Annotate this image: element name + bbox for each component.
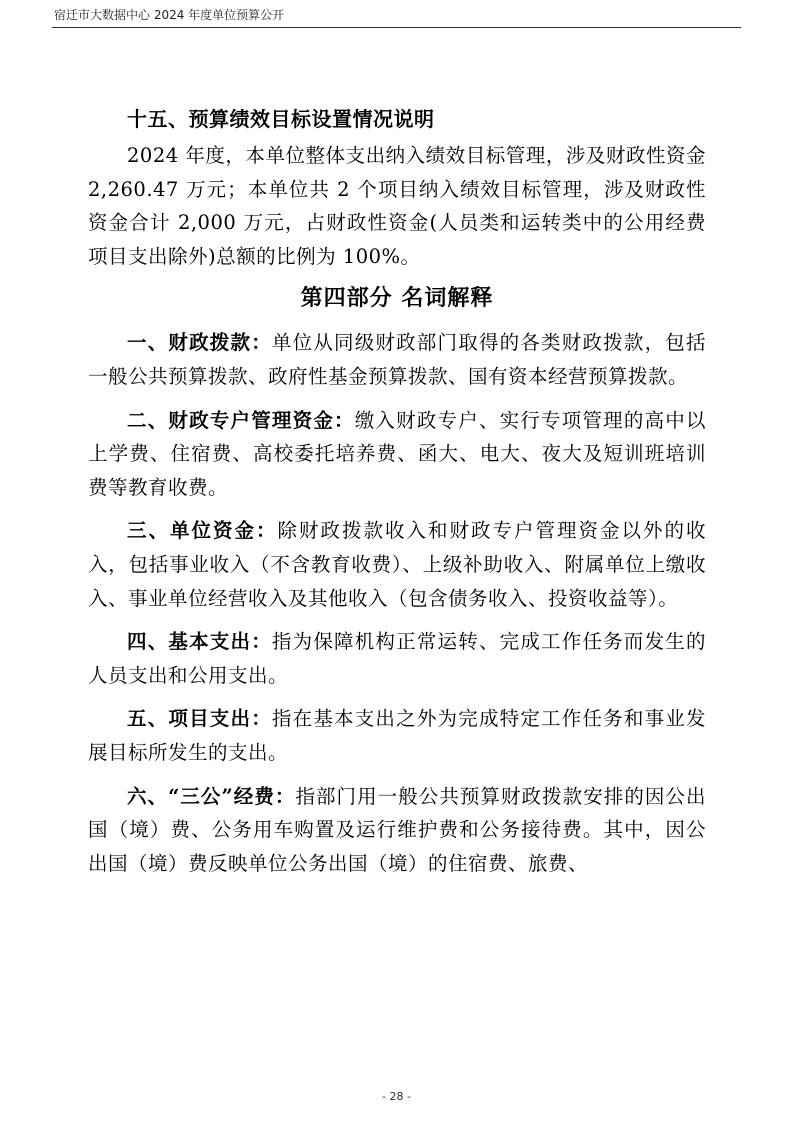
- term-label: 四、基本支出：: [127, 630, 272, 654]
- term-item: [88, 514, 706, 615]
- section-15-heading: 十五、预算绩效目标设置情况说明: [127, 107, 435, 131]
- section-15-body: 2024 年度，本单位整体支出纳入绩效目标管理，涉及财政性资金 2,260.47 万元；本单位共 2 个项目纳入绩效目标管理，涉及财政性资金合计 2,000 万元，占财政性资金(人员类和运转类中的公用经费项目支出除外)总额的比例为 100%。: [88, 144, 706, 268]
- page-content: [88, 101, 706, 880]
- term-item: [88, 702, 706, 769]
- term-label: 一、财政拨款：: [127, 331, 272, 355]
- term-item: [88, 326, 706, 393]
- header-rule: [52, 27, 741, 28]
- term-definition: 缴入财政专户、实行专项管理的高中以上学费、住宿费、高校委托培养费、函大、电大、夜大及短训班培训费等教育收费。: [88, 408, 706, 499]
- term-definition: 除财政拨款收入和财政专户管理资金以外的收入，包括事业收入（不含教育收费）、上级补助收入、附属单位上缴收入、事业单位经营收入及其他收入（包含债务收入、投资收益等）。: [88, 519, 706, 610]
- term-item: [88, 780, 706, 881]
- page-header: 宿迁市大数据中心 2024 年度单位预算公开: [54, 8, 285, 22]
- part-4-heading: 第四部分 名词解释: [300, 285, 494, 312]
- term-definition: 单位从同级财政部门取得的各类财政拨款，包括一般公共预算拨款、政府性基金预算拨款、国有资本经营预算拨款。: [88, 331, 706, 388]
- term-item: [88, 625, 706, 692]
- term-label: 六、“三公”经费：: [127, 784, 296, 808]
- term-label: 二、财政专户管理资金：: [127, 408, 355, 432]
- term-definition: 指为保障机构正常运转、完成工作任务而发生的人员支出和公用支出。: [88, 630, 706, 687]
- page-number: - 28 -: [382, 1090, 411, 1103]
- term-definition: 指部门用一般公共预算财政拨款安排的因公出国（境）费、公务用车购置及运行维护费和公务接待费。其中，因公出国（境）费反映单位公务出国（境）的住宿费、旅费、: [88, 784, 706, 875]
- term-label: 三、单位资金：: [127, 519, 278, 543]
- term-item: [88, 404, 706, 505]
- term-definition: 指在基本支出之外为完成特定工作任务和事业发展目标所发生的支出。: [88, 707, 706, 764]
- term-label: 五、项目支出：: [127, 707, 272, 731]
